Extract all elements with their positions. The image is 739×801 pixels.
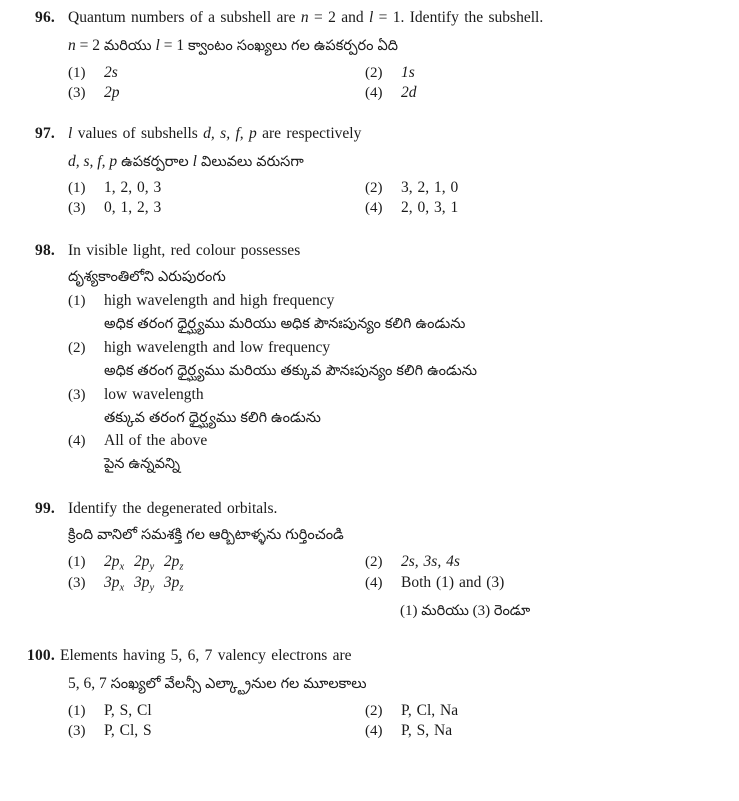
option-2[interactable] bbox=[68, 339, 739, 357]
question-number: 96. bbox=[35, 9, 55, 26]
option-label: low wavelength bbox=[104, 385, 204, 403]
question-block-97 bbox=[0, 104, 739, 218]
telugu-text-part-a: ఉపకర్పరాల bbox=[117, 153, 193, 170]
option-marker: (1) bbox=[68, 702, 86, 719]
question-telugu-translation bbox=[68, 29, 739, 58]
orbital-2py: $2p_y$ bbox=[133, 552, 155, 573]
orbital-2pz: $2p_z$ bbox=[163, 552, 184, 573]
option-1[interactable] bbox=[68, 64, 365, 82]
option-label: P, S, Na bbox=[401, 721, 453, 739]
telugu-variable-l: l bbox=[192, 152, 197, 170]
variable-l: l bbox=[368, 9, 374, 26]
telugu-subshell-list: d, s, f, p bbox=[68, 152, 118, 170]
orbital-3px: $3p_x$ bbox=[104, 574, 125, 595]
options-grid bbox=[0, 553, 739, 623]
options-grid bbox=[0, 64, 739, 102]
option-3[interactable] bbox=[68, 386, 739, 404]
options-grid bbox=[0, 702, 739, 740]
telugu-mid-word: మరియు bbox=[103, 37, 156, 54]
option-2[interactable] bbox=[365, 179, 739, 197]
option-row bbox=[0, 179, 739, 197]
option-1[interactable] bbox=[68, 702, 365, 720]
option-4[interactable] bbox=[365, 722, 739, 740]
option-marker: (3) bbox=[68, 84, 86, 101]
option-label: Both (1) and (3) bbox=[401, 574, 505, 592]
option-label: 2, 0, 3, 1 bbox=[401, 199, 459, 217]
option-marker: (1) bbox=[68, 64, 86, 81]
stem-text-part-c: = 1. Identify the subshell. bbox=[373, 9, 544, 26]
option-3[interactable] bbox=[68, 199, 365, 217]
question-number: 98. bbox=[35, 242, 55, 260]
option-2[interactable] bbox=[365, 64, 739, 82]
question-block-100 bbox=[0, 623, 739, 740]
question-number: 100. bbox=[27, 647, 55, 665]
question-telugu-translation: దృశ్యకాంతిలోని ఎరుపురంగు bbox=[68, 269, 226, 286]
option-2[interactable] bbox=[365, 553, 739, 571]
telugu-number-part: 5, 6, 7 bbox=[68, 674, 111, 692]
option-marker: (3) bbox=[68, 722, 86, 739]
option-marker: (2) bbox=[365, 64, 383, 81]
option-marker: (4) bbox=[365, 722, 383, 739]
option-marker: (1) bbox=[68, 293, 86, 310]
option-label: P, Cl, S bbox=[104, 721, 152, 739]
option-4[interactable] bbox=[68, 432, 739, 450]
question-stem: Identify the degenerated orbitals. bbox=[68, 500, 278, 518]
question-block-99 bbox=[0, 476, 739, 623]
trailer-part-a: (1) bbox=[400, 603, 422, 620]
option-1[interactable] bbox=[68, 292, 739, 310]
option-marker: (1) bbox=[68, 180, 86, 197]
option-marker: (3) bbox=[68, 386, 86, 403]
option-label: 3, 2, 1, 0 bbox=[401, 179, 459, 197]
option-label: 2s, 3s, 4s bbox=[401, 552, 460, 570]
option-telugu-translation: తక్కువ తరంగ ధైర్ఘ్యము కలిగి ఉండును bbox=[104, 409, 321, 426]
question-stem: In visible light, red colour possesses bbox=[68, 242, 301, 260]
option-4[interactable] bbox=[365, 574, 739, 592]
option-marker: (4) bbox=[365, 575, 383, 592]
trailer-tail-word: రెండూ bbox=[493, 603, 531, 620]
orbital-3pz: $3p_z$ bbox=[163, 574, 184, 595]
option-row bbox=[0, 199, 739, 217]
question-telugu-translation bbox=[68, 145, 739, 174]
question-heading bbox=[0, 499, 739, 520]
option-label: high wavelength and low frequency bbox=[104, 338, 331, 356]
question-telugu-translation: క్రింది వానిలో సమశక్తి గల ఆర్బిటాళ్ళను గుర్తించండి bbox=[68, 526, 344, 543]
option-telugu-translation: అధిక తరంగ ధైర్ఘ్యము మరియు అధిక పౌనఃపున్యం కలిగి ఉండును bbox=[104, 316, 466, 333]
option-4-telugu-translation bbox=[400, 596, 739, 623]
stem-text-part-b: are respectively bbox=[256, 124, 362, 142]
question-stem: Elements having 5, 6, 7 valency electrons are bbox=[60, 647, 352, 665]
trailer-mid-word: మరియు bbox=[421, 603, 469, 620]
option-label bbox=[104, 574, 365, 594]
option-row bbox=[0, 64, 739, 82]
option-label: 2d bbox=[401, 83, 417, 101]
option-1[interactable] bbox=[68, 179, 365, 197]
telugu-math-part-a: = 2 bbox=[75, 36, 104, 54]
orbital-2px: $2p_x$ bbox=[104, 552, 125, 573]
option-1[interactable] bbox=[68, 553, 365, 573]
option-row bbox=[0, 553, 739, 573]
telugu-tail-text: క్వాంటం సంఖ్యలు గల ఉపకర్పరం ఏది bbox=[187, 37, 398, 54]
subshell-list: d, s, f, p bbox=[203, 124, 257, 142]
option-label bbox=[104, 553, 365, 573]
option-row bbox=[0, 702, 739, 720]
option-label: high wavelength and high frequency bbox=[104, 292, 335, 310]
telugu-math-part-b: = 1 bbox=[159, 36, 188, 54]
stem-text-part-b: = 2 and bbox=[308, 9, 369, 26]
question-number: 97. bbox=[35, 124, 55, 142]
trailer-part-b: (3) bbox=[468, 603, 494, 620]
option-marker: (4) bbox=[68, 433, 86, 450]
option-marker: (3) bbox=[68, 200, 86, 217]
option-marker: (4) bbox=[365, 84, 383, 101]
question-heading bbox=[0, 8, 739, 29]
question-block-98 bbox=[0, 219, 739, 476]
option-row bbox=[0, 574, 739, 594]
telugu-variable-l: l bbox=[155, 36, 160, 54]
option-telugu-translation: పైన ఉన్నవన్ని bbox=[104, 456, 181, 473]
question-stem bbox=[68, 124, 739, 145]
option-telugu-translation: అధిక తరంగ ధైర్ఘ్యము మరియు తక్కువ పౌనఃపున్యం కలిగి ఉండును bbox=[104, 362, 477, 379]
orbital-3py: $3p_y$ bbox=[133, 574, 155, 595]
option-4[interactable] bbox=[365, 199, 739, 217]
option-row bbox=[0, 722, 739, 740]
option-marker: (2) bbox=[365, 180, 383, 197]
stem-text-part-a: values of subshells bbox=[72, 124, 204, 142]
option-3[interactable] bbox=[68, 574, 365, 594]
option-label: 2s bbox=[104, 63, 118, 81]
variable-n: n bbox=[300, 9, 309, 26]
option-marker: (2) bbox=[68, 339, 86, 356]
option-row bbox=[0, 84, 739, 102]
option-marker: (1) bbox=[68, 553, 86, 570]
option-label: P, S, Cl bbox=[104, 701, 152, 719]
option-label: All of the above bbox=[104, 432, 208, 450]
option-3[interactable] bbox=[68, 722, 365, 740]
telugu-tail-text: సంఖ్యలో వేలన్సీ ఎల్క్ట్రానుల గల మూలకాలు bbox=[110, 675, 367, 692]
option-label: 1, 2, 0, 3 bbox=[104, 179, 162, 197]
stem-text-part-a: Quantum numbers of a subshell are bbox=[68, 9, 301, 26]
question-stem bbox=[68, 8, 739, 29]
option-label: 0, 1, 2, 3 bbox=[104, 199, 162, 217]
question-heading bbox=[0, 646, 739, 667]
option-marker: (3) bbox=[68, 575, 86, 592]
telugu-variable-n: n bbox=[68, 36, 76, 54]
options-grid bbox=[0, 179, 739, 217]
option-label: P, Cl, Na bbox=[401, 701, 459, 719]
question-number: 99. bbox=[35, 500, 55, 518]
option-2[interactable] bbox=[365, 702, 739, 720]
question-heading bbox=[0, 241, 739, 262]
option-marker: (2) bbox=[365, 553, 383, 570]
variable-l: l bbox=[68, 124, 73, 142]
telugu-tail-text: విలువలు వరుసగా bbox=[196, 153, 304, 170]
option-marker: (4) bbox=[365, 200, 383, 217]
question-block-96 bbox=[0, 0, 739, 102]
option-4[interactable] bbox=[365, 84, 739, 102]
question-heading bbox=[0, 124, 739, 145]
option-label: 1s bbox=[401, 63, 415, 81]
question-telugu-translation bbox=[68, 667, 739, 696]
option-3[interactable] bbox=[68, 84, 365, 102]
option-label: 2p bbox=[104, 83, 120, 101]
option-marker: (2) bbox=[365, 702, 383, 719]
